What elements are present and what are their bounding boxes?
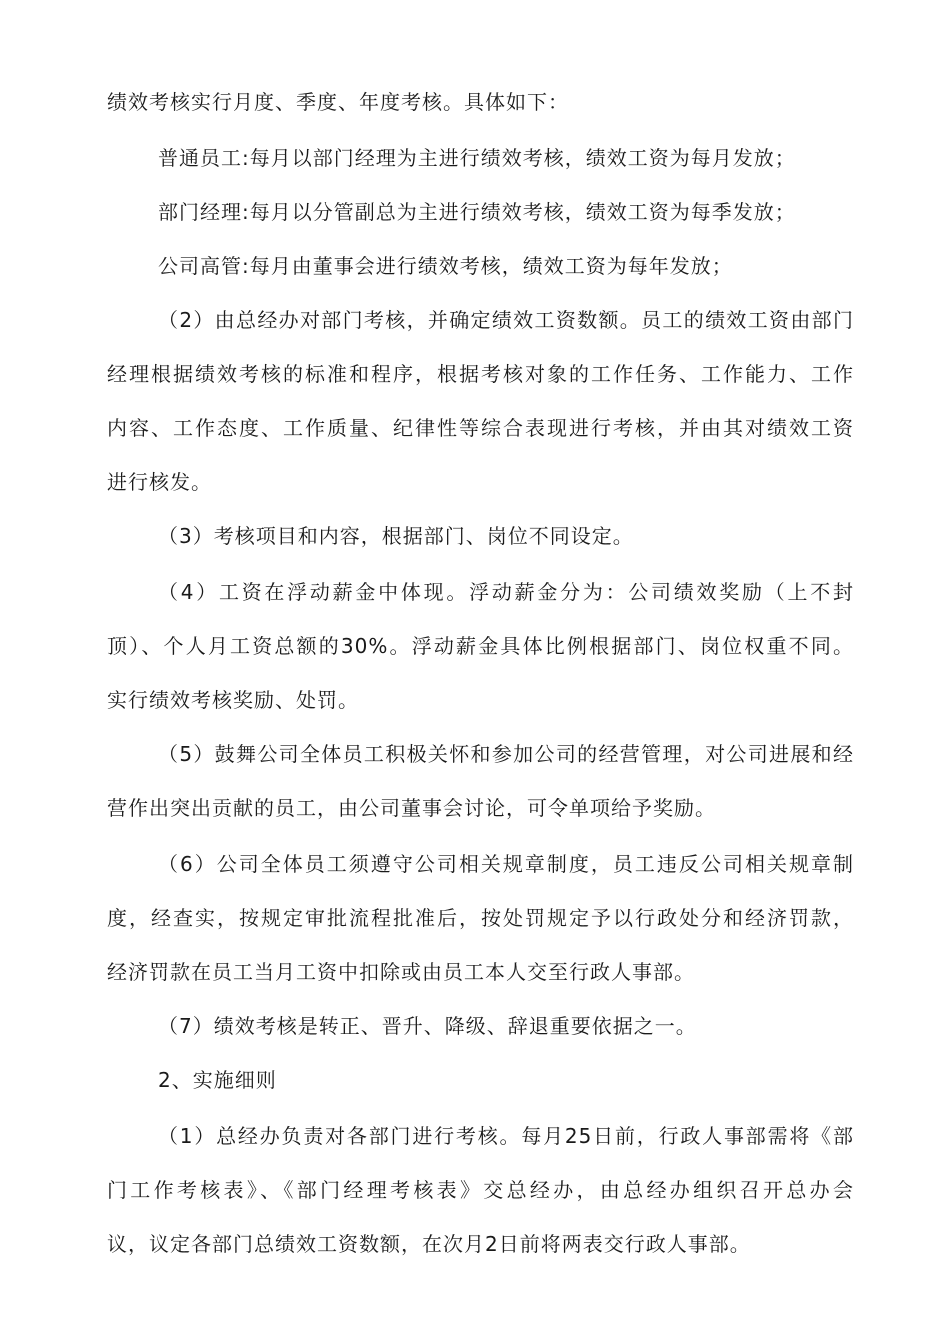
text-line: 门工作考核表》、《部门经理考核表》交总经办，由总经办组织召开总办会 bbox=[107, 1178, 854, 1202]
text-line: （1）总经办负责对各部门进行考核。每月25日前，行政人事部需将《部 bbox=[158, 1124, 854, 1148]
text-line: 内容、工作态度、工作质量、纪律性等综合表现进行考核，并由其对绩效工资 bbox=[107, 416, 854, 440]
text-line: 进行核发。 bbox=[107, 470, 212, 494]
text-line: 普通员工:每月以部门经理为主进行绩效考核，绩效工资为每月发放； bbox=[158, 146, 796, 170]
text-line: 议，议定各部门总绩效工资数额，在次月2日前将两表交行政人事部。 bbox=[107, 1232, 751, 1256]
text-line: （5）鼓舞公司全体员工积极关怀和参加公司的经营管理，对公司进展和经 bbox=[158, 742, 854, 766]
text-line: （2）由总经办对部门考核，并确定绩效工资数额。员工的绩效工资由部门 bbox=[158, 308, 854, 332]
text-line: （3）考核项目和内容，根据部门、岗位不同设定。 bbox=[158, 524, 634, 548]
text-line: 绩效考核实行月度、季度、年度考核。具体如下： bbox=[107, 90, 569, 114]
text-line: 经理根据绩效考核的标准和程序，根据考核对象的工作任务、工作能力、工作 bbox=[107, 362, 854, 386]
text-line: （4）工资在浮动薪金中体现。浮动薪金分为：公司绩效奖励（上不封 bbox=[158, 580, 854, 604]
section-heading: 2、实施细则 bbox=[158, 1068, 277, 1092]
text-line: （7）绩效考核是转正、晋升、降级、辞退重要依据之一。 bbox=[158, 1014, 697, 1038]
text-line: 经济罚款在员工当月工资中扣除或由员工本人交至行政人事部。 bbox=[107, 960, 695, 984]
text-line: 公司高管:每月由董事会进行绩效考核，绩效工资为每年发放； bbox=[158, 254, 733, 278]
text-line: 实行绩效考核奖励、处罚。 bbox=[107, 688, 359, 712]
text-line: 营作出突出贡献的员工，由公司董事会讨论，可令单项给予奖励。 bbox=[107, 796, 716, 820]
text-line: （6）公司全体员工须遵守公司相关规章制度，员工违反公司相关规章制 bbox=[158, 852, 854, 876]
text-line: 部门经理:每月以分管副总为主进行绩效考核，绩效工资为每季发放； bbox=[158, 200, 796, 224]
text-line: 度，经查实，按规定审批流程批准后，按处罚规定予以行政处分和经济罚款， bbox=[107, 906, 854, 930]
text-line: 顶）、个人月工资总额的30%。浮动薪金具体比例根据部门、岗位权重不同。 bbox=[107, 634, 854, 658]
